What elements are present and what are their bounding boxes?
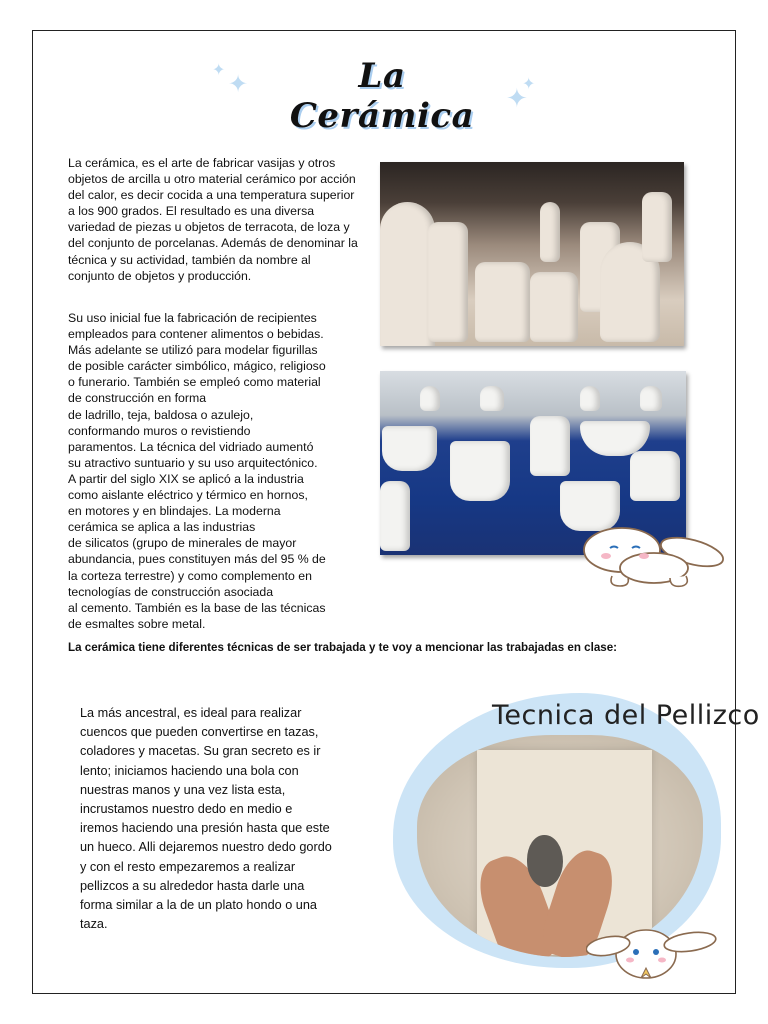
page-title: La Cerámica (289, 56, 475, 136)
technique-title: Tecnica del Pellizco (492, 700, 760, 731)
description-line: lento; iniciamos haciendo una bola con (80, 763, 299, 778)
description-line: pellizcos a su alrededor hasta darle una (80, 878, 305, 893)
sparkle-icon: ✦ (506, 84, 528, 114)
description-line: incrustamos nuestro dedo en medio e (80, 802, 293, 817)
description-line: cuencos que pueden convertirse en tazas, (80, 725, 319, 740)
description-line: taza. (80, 917, 108, 932)
paragraph-history: Su uso inicial fue la fabricación de recipientes empleados para contener alimentos o bebidas. Más adelante se utilizó para modelar figurillas de posible carácter simbólico, mágico, religioso o funerario. También se empleó como material de construcción en forma de ladrillo, teja, baldosa o azulejo, conformando muros o revistiendo paramentos. La técnica del vidriado aumentó su atractivo suntuario y su uso arquitectónico. A partir del siglo XIX se aplicó a la industria como aislante eléctrico y térmico en hornos, en motores y en blindajes. La moderna cerámica se aplica a las industrias de silicatos (grupo de minerales de mayor abundancia, pues constituyen más del 95 % de la corteza terrestre) y como complemento en tecnologías de construcción asociada al cemento. También es la base de las técnicas de esmaltes sobre metal. (68, 311, 326, 631)
mascot-face-icon (586, 922, 720, 984)
description-line: coladores y macetas. Su gran secreto es ir (80, 744, 321, 759)
description-line: iremos haciendo una presión hasta que este (80, 821, 330, 836)
technique-description (80, 704, 380, 934)
description-line: nuestras manos y una vez lista esta, (80, 782, 286, 797)
mascot-lying-icon (582, 522, 727, 590)
sparkle-icon: ✦ (522, 74, 536, 93)
description-line: un hueco. Alli dejaremos nuestro dedo gordo (80, 840, 332, 855)
paragraph-definition: La cerámica, es el arte de fabricar vasijas y otros objetos de arcilla u otro material cerámico por acción del calor, es decir cocida a una temperatura superior a los 900 grados. El resultado es una diversa variedad de piezas u objetos de terracota, de loza y del conjunto de porcelanas. Además de denominar la técnica y su actividad, también da nombre al conjunto de objetos y producción. (68, 156, 358, 283)
description-line: forma similar a la de un plato hondo o una (80, 898, 317, 913)
sparkle-icon: ✦ (212, 60, 226, 79)
sparkle-icon: ✦ (228, 70, 249, 98)
description-line: y con el resto empezaremos a realizar (80, 859, 296, 874)
techniques-intro: La cerámica tiene diferentes técnicas de ser trabajada y te voy a mencionar las trabajadas en clase: (68, 641, 618, 654)
description-line: La más ancestral, es ideal para realizar (80, 706, 302, 720)
ceramic-pieces-photo (380, 162, 684, 346)
